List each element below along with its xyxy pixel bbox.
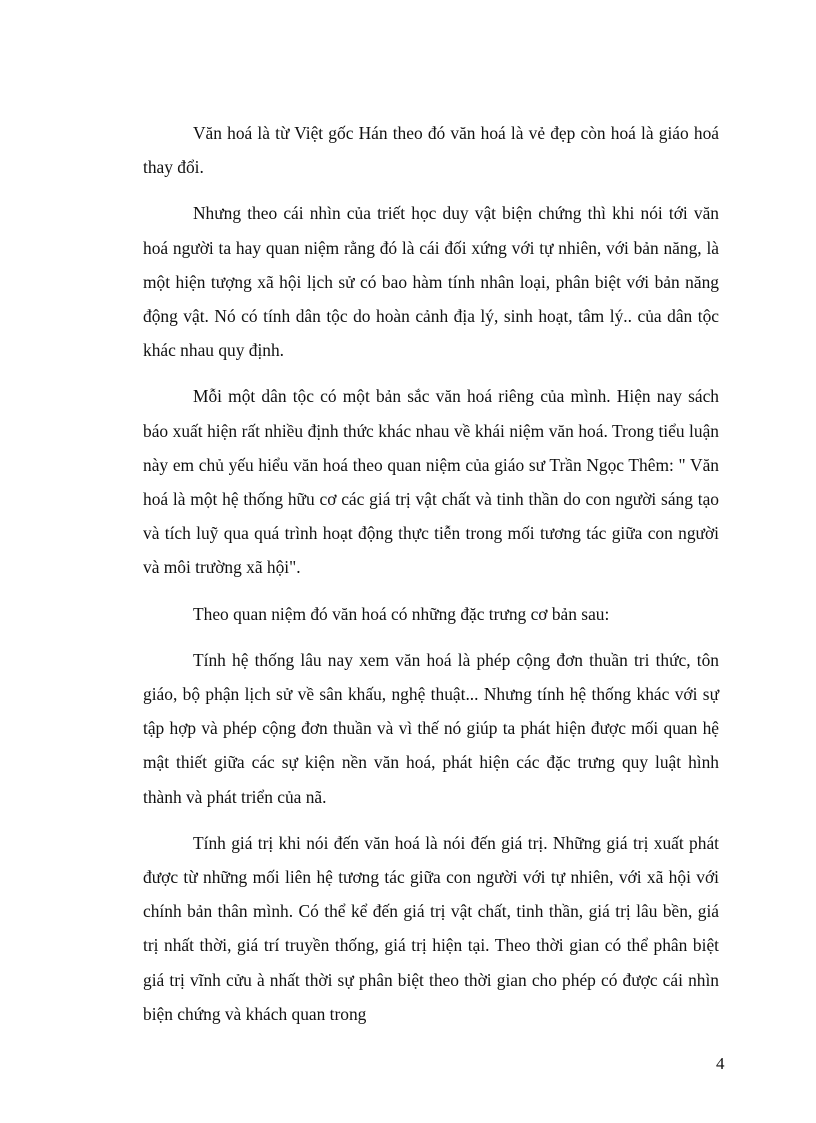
paragraph-4: Theo quan niệm đó văn hoá có những đặc trưng cơ bản sau: bbox=[193, 603, 610, 624]
paragraph-2: Nhưng theo cái nhìn của triết học duy vật biện chứng thì khi nói tới văn hoá người ta hay quan niệm rằng đó là cái đối xứng với tự nhiên, với bản năng, là một hiện tượng xã hội lịch sử có bao hàm tính nhân loại, phân biệt với bản năng động vật. Nó có tính dân tộc do hoàn cảnh địa lý, sinh hoạt, tâm lý.. của dân tộc khác nhau quy định. bbox=[143, 203, 719, 361]
paragraph-1: Văn hoá là từ Việt gốc Hán theo đó văn hoá là vẻ đẹp còn hoá là giáo hoá thay đổi. bbox=[143, 123, 719, 178]
paragraph-6: Tính giá trị khi nói đến văn hoá là nói đến giá trị. Những giá trị xuất phát được từ những mối liên hệ tương tác giữa con người với tự nhiên, với xã hội với chính bản thân mình. Có thể kể đến giá trị vật chất, tinh thần, giá trị lâu bền, giá trị nhất thời, giá trí truyền thống, giá trị hiện tại. Theo thời gian có thể phân biệt giá trị vĩnh cửu à nhất thời sự phân biệt theo thời gian cho phép có được cái nhìn biện chứng và khách quan trong bbox=[143, 832, 719, 1024]
page-number: 4 bbox=[716, 1054, 725, 1073]
document-body bbox=[143, 116, 719, 1031]
paragraph-5: Tính hệ thống lâu nay xem văn hoá là phép cộng đơn thuần tri thức, tôn giáo, bộ phận lịch sử về sân khấu, nghệ thuật... Nhưng tính hệ thống khác với sự tập hợp và phép cộng đơn thuần và vì thế nó giúp ta phát hiện được mối quan hệ mật thiết giữa các sự kiện nền văn hoá, phát hiện các đặc trưng quy luật hình thành và phát triển của nã. bbox=[143, 649, 719, 807]
paragraph-3: Mỗi một dân tộc có một bản sắc văn hoá riêng của mình. Hiện nay sách báo xuất hiện rất nhiều định thức khác nhau về khái niệm văn hoá. Trong tiểu luận này em chủ yếu hiểu văn hoá theo quan niệm của giáo sư Trần Ngọc Thêm: " Văn hoá là một hệ thống hữu cơ các giá trị vật chất và tinh thần do con người sáng tạo và tích luỹ qua quá trình hoạt động thực tiễn trong mối tương tác giữa con người và môi trường xã hội". bbox=[143, 386, 719, 578]
